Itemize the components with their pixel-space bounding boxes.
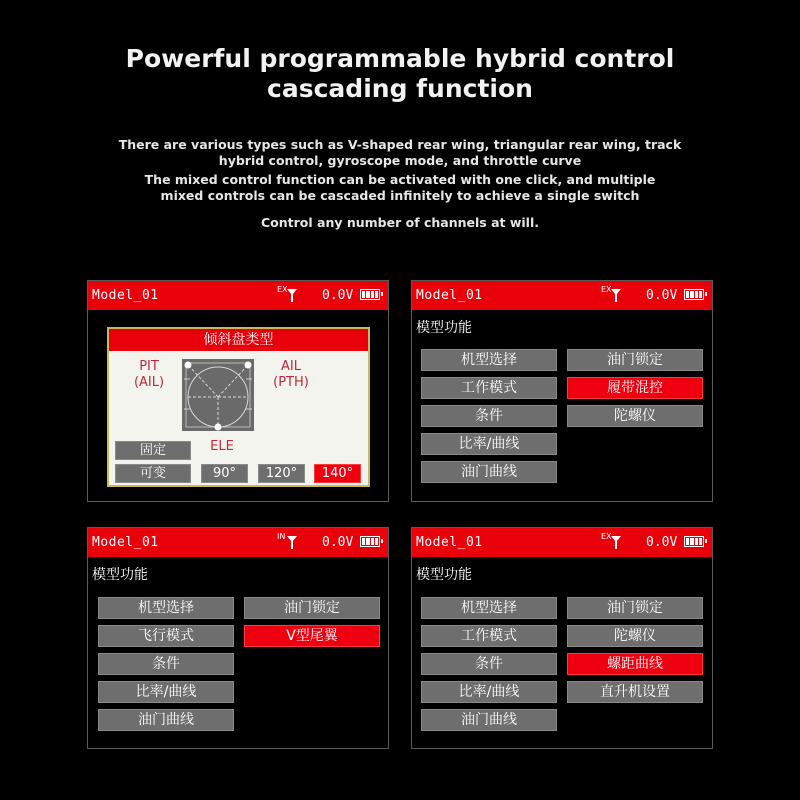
menu-rate-curve[interactable]: 比率/曲线 <box>421 433 557 455</box>
voltage-readout: 0.0V <box>646 535 678 550</box>
menu-track-mix[interactable]: 履带混控 <box>567 377 703 399</box>
headline-line-2: cascading function <box>267 74 533 103</box>
description-paragraph-1 <box>0 137 800 169</box>
swashplate-dialog <box>107 327 370 487</box>
battery-icon <box>360 289 380 300</box>
fixed-button[interactable]: 固定 <box>115 441 191 460</box>
voltage-readout: 0.0V <box>322 288 354 303</box>
status-bar <box>412 281 712 310</box>
status-bar <box>88 528 388 557</box>
menu-throttle-lock[interactable]: 油门锁定 <box>567 349 703 371</box>
screen-swashplate-type <box>87 280 389 502</box>
label-pit-main: PIT <box>139 359 159 374</box>
description-paragraph-2 <box>0 172 800 204</box>
description-paragraph-3: Control any number of channels at will. <box>260 215 539 230</box>
menu-model-select[interactable]: 机型选择 <box>421 597 557 619</box>
label-pit <box>129 359 169 391</box>
angle-140-button[interactable]: 140° <box>314 464 361 483</box>
antenna-mode-tag: EX <box>601 532 612 541</box>
label-ail <box>271 359 311 391</box>
page-title: 模型功能 <box>416 320 472 336</box>
menu-throttle-curve[interactable]: 油门曲线 <box>421 709 557 731</box>
antenna-mode-tag: IN <box>277 532 286 541</box>
battery-icon <box>684 536 704 547</box>
page-title: 模型功能 <box>416 567 472 583</box>
antenna-mode-tag: EX <box>601 285 612 294</box>
angle-90-button[interactable]: 90° <box>201 464 248 483</box>
battery-icon <box>684 289 704 300</box>
menu-model-select[interactable]: 机型选择 <box>98 597 234 619</box>
menu-heli-setup[interactable]: 直升机设置 <box>567 681 703 703</box>
headline-line-1: Powerful programmable hybrid control <box>125 44 675 73</box>
antenna-icon <box>277 532 305 552</box>
description-line: mixed controls can be cascaded infinitely to achieve a single switch <box>160 188 640 203</box>
menu-conditions[interactable]: 条件 <box>98 653 234 675</box>
model-name: Model_01 <box>416 535 483 550</box>
menu-conditions[interactable]: 条件 <box>421 405 557 427</box>
screen-model-functions-vtail <box>87 527 389 749</box>
menu-gyro[interactable]: 陀螺仪 <box>567 625 703 647</box>
antenna-mode-tag: EX <box>277 285 288 294</box>
description-line: The mixed control function can be activated with one click, and multiple <box>144 172 656 187</box>
model-name: Model_01 <box>92 535 159 550</box>
dialog-title: 倾斜盘类型 <box>109 329 368 351</box>
page-title: 模型功能 <box>92 567 148 583</box>
model-name: Model_01 <box>416 288 483 303</box>
menu-rate-curve[interactable]: 比率/曲线 <box>98 681 234 703</box>
variable-button[interactable]: 可变 <box>115 464 191 483</box>
menu-gyro[interactable]: 陀螺仪 <box>567 405 703 427</box>
menu-flight-mode[interactable]: 飞行模式 <box>98 625 234 647</box>
status-bar <box>88 281 388 310</box>
label-ail-main: AIL <box>281 359 301 374</box>
swashplate-diagram-icon <box>182 359 254 431</box>
voltage-readout: 0.0V <box>322 535 354 550</box>
model-name: Model_01 <box>92 288 159 303</box>
menu-throttle-curve[interactable]: 油门曲线 <box>98 709 234 731</box>
menu-model-select[interactable]: 机型选择 <box>421 349 557 371</box>
screen-model-functions-heli <box>411 527 713 749</box>
voltage-readout: 0.0V <box>646 288 678 303</box>
description-line: There are various types such as V-shaped rear wing, triangular rear wing, track <box>118 137 682 152</box>
menu-work-mode[interactable]: 工作模式 <box>421 625 557 647</box>
screen-model-functions-track <box>411 280 713 502</box>
status-bar <box>412 528 712 557</box>
menu-throttle-lock[interactable]: 油门锁定 <box>567 597 703 619</box>
battery-icon <box>360 536 380 547</box>
menu-v-tail[interactable]: V型尾翼 <box>244 625 380 647</box>
menu-rate-curve[interactable]: 比率/曲线 <box>421 681 557 703</box>
label-ele: ELE <box>210 439 234 454</box>
menu-work-mode[interactable]: 工作模式 <box>421 377 557 399</box>
headline <box>0 44 800 104</box>
antenna-icon <box>601 285 629 305</box>
antenna-icon <box>277 285 305 305</box>
label-ail-sub: (PTH) <box>273 375 309 390</box>
menu-throttle-curve[interactable]: 油门曲线 <box>421 461 557 483</box>
label-pit-sub: (AIL) <box>133 375 165 390</box>
description-line: hybrid control, gyroscope mode, and throttle curve <box>218 153 582 168</box>
angle-120-button[interactable]: 120° <box>258 464 305 483</box>
menu-throttle-lock[interactable]: 油门锁定 <box>244 597 380 619</box>
menu-conditions[interactable]: 条件 <box>421 653 557 675</box>
antenna-icon <box>601 532 629 552</box>
menu-pitch-curve[interactable]: 螺距曲线 <box>567 653 703 675</box>
